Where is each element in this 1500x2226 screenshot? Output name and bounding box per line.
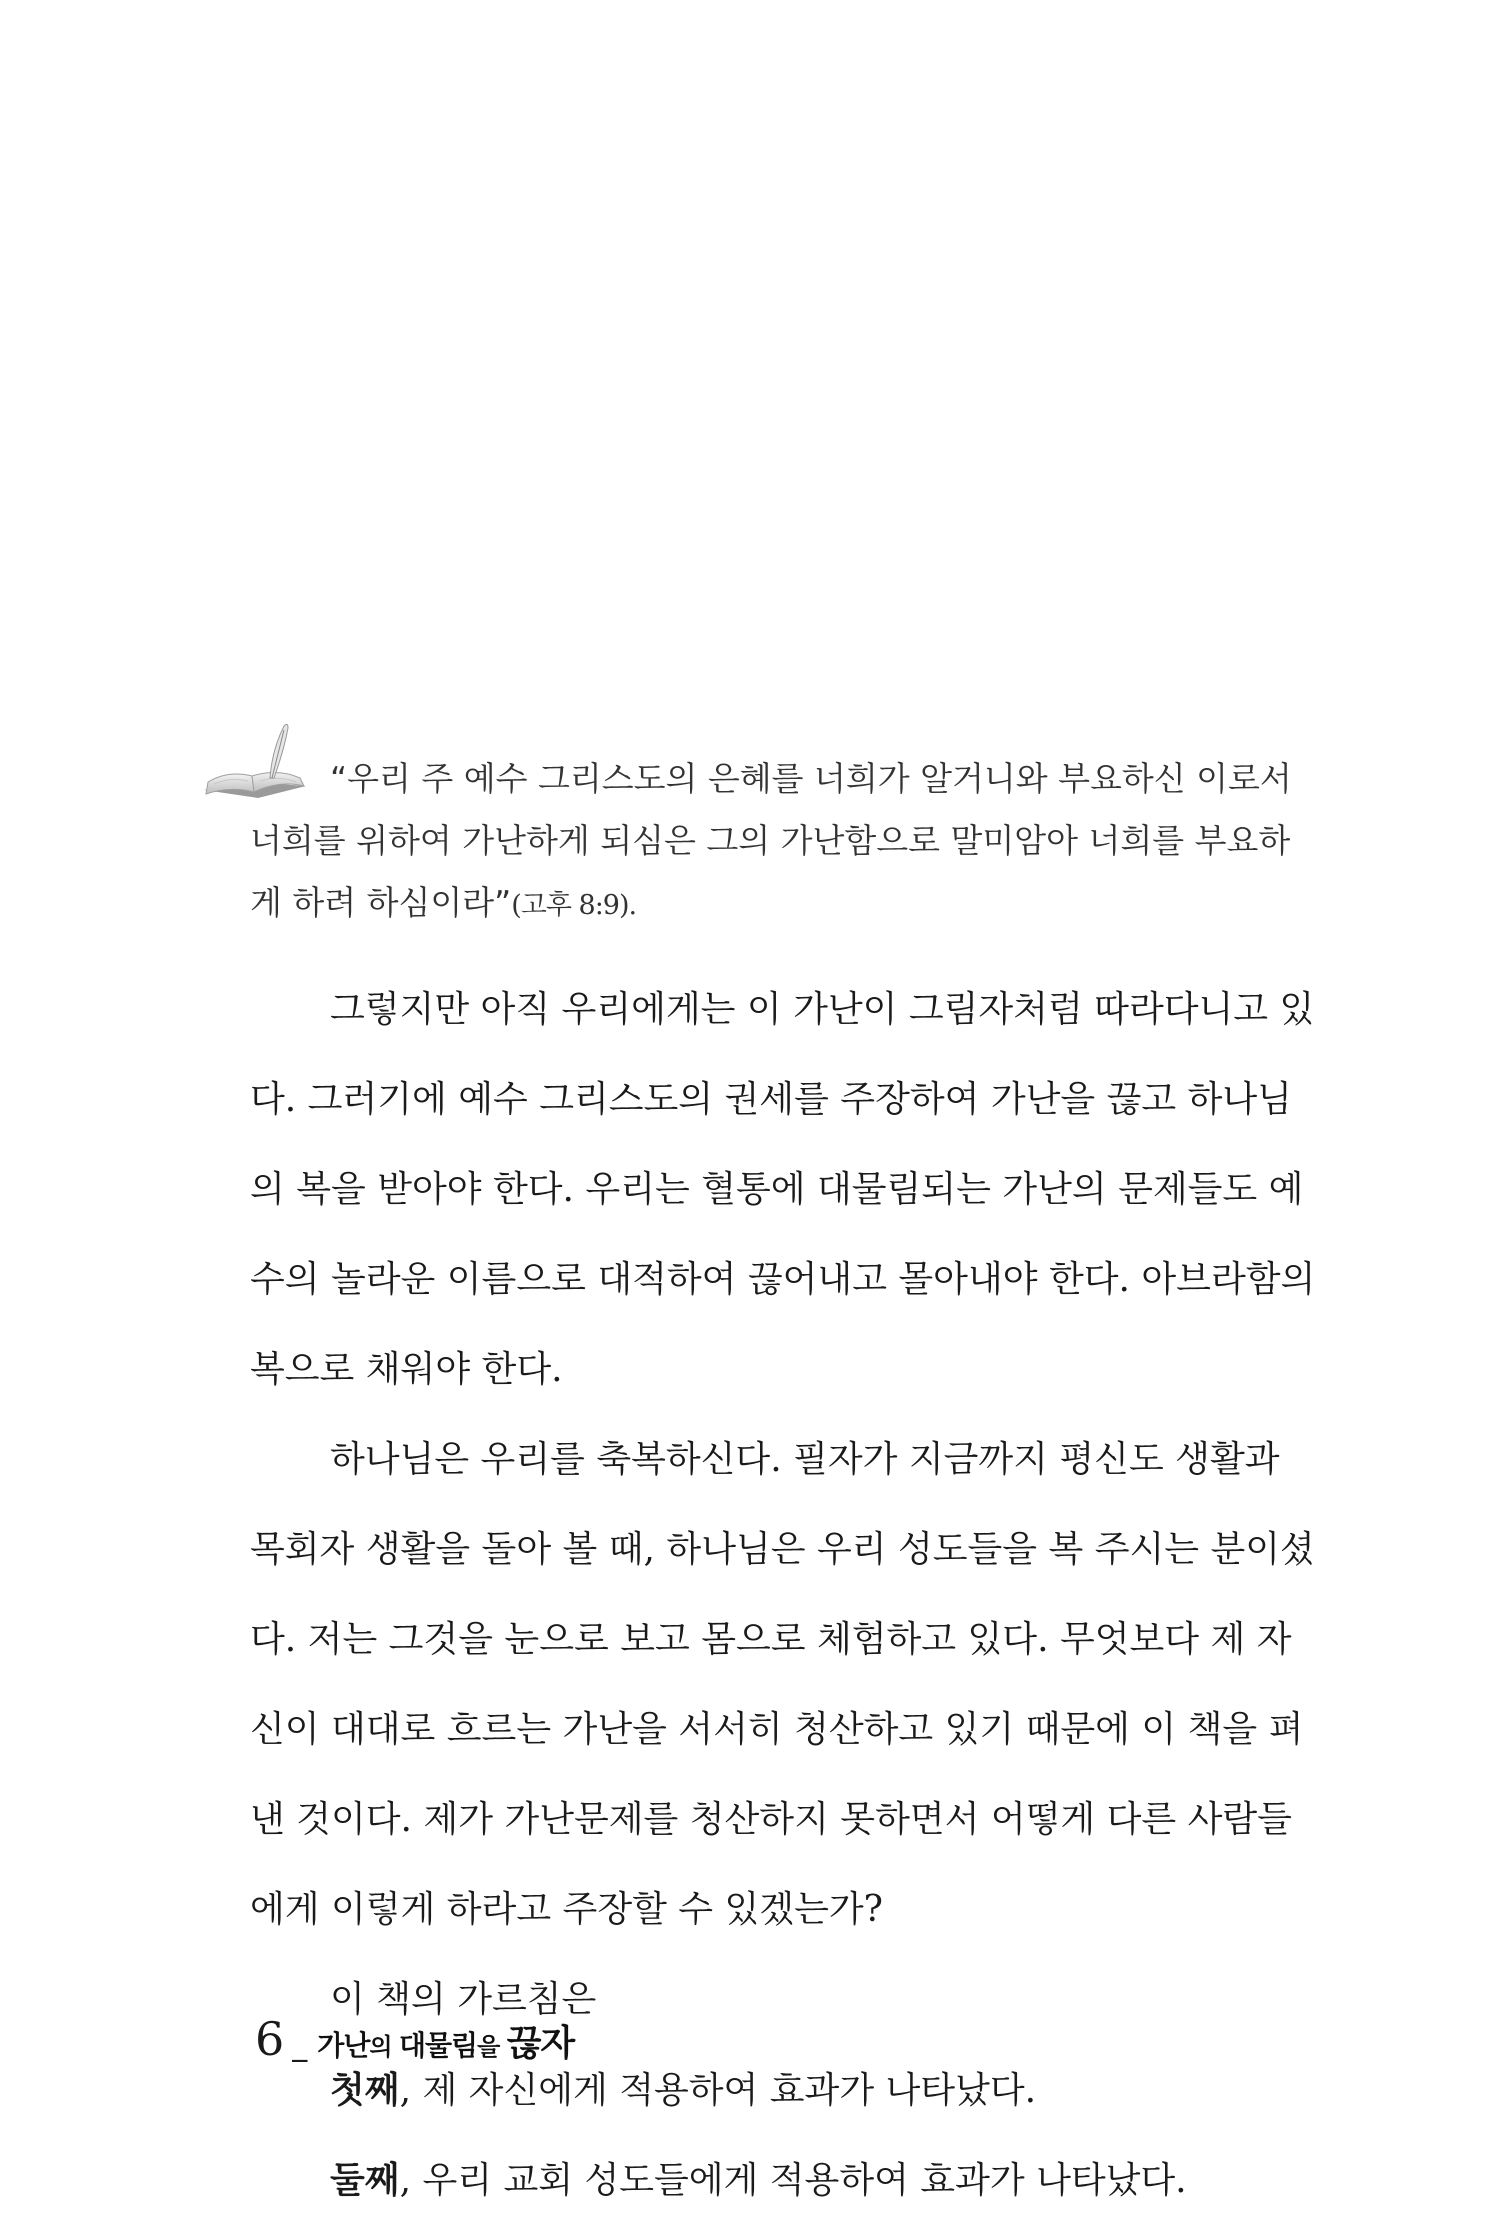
- quote-line-text: 게 하려 하심이라”: [250, 883, 512, 922]
- footer-separator: _: [292, 2028, 308, 2063]
- paragraph-line: 에게 이렇게 하라고 주장할 수 있겠는가?: [250, 1889, 883, 1930]
- scripture-quote: [250, 748, 1292, 934]
- paragraph-line: 복으로 채워야 한다.: [250, 1349, 563, 1390]
- paragraph-line: 이 책의 가르침은: [330, 1979, 597, 2020]
- paragraph-line: 하나님은 우리를 축복하신다. 필자가 지금까지 평신도 생활과: [330, 1439, 1280, 1480]
- book-title-part: 가난: [317, 2029, 370, 2062]
- book-title-part: 대물림: [398, 2029, 478, 2062]
- paragraph-line: 다. 저는 그것을 눈으로 보고 몸으로 체험하고 있다. 무엇보다 제 자: [250, 1619, 1292, 1660]
- book-title-part: 끊자: [506, 2023, 575, 2064]
- paragraph-line: 낸 것이다. 제가 가난문제를 청산하지 못하면서 어떻게 다른 사람들: [250, 1799, 1292, 1840]
- paragraph-line: 의 복을 받아야 한다. 우리는 혈통에 대물림되는 가난의 문제들도 예: [250, 1169, 1304, 1210]
- quote-reference: (고후 8:9).: [511, 890, 637, 921]
- quote-line: “우리 주 예수 그리스도의 은혜를 너희가 알거니와 부요하신 이로서: [330, 759, 1292, 798]
- book-title-part: 을: [477, 2033, 507, 2061]
- paragraph-line: 수의 놀라운 이름으로 대적하여 끊어내고 몰아내야 한다. 아브라함의: [250, 1259, 1316, 1300]
- book-title: [317, 2015, 574, 2066]
- page-number: 6: [255, 2012, 285, 2066]
- paragraph-line: 목회자 생활을 돌아 볼 때, 하나님은 우리 성도들을 복 주시는 분이셨: [250, 1529, 1315, 1570]
- list-item-text: , 제 자신에게 적용하여 효과가 나타났다.: [399, 2070, 1037, 2111]
- paragraph-line: 신이 대대로 흐르는 가난을 서서히 청산하고 있기 때문에 이 책을 펴: [250, 1709, 1304, 1750]
- list-item-text: , 우리 교회 성도들에게 적용하여 효과가 나타났다.: [399, 2160, 1187, 2201]
- book-title-part: 의: [369, 2033, 399, 2061]
- page-footer: [255, 2012, 574, 2072]
- list-item: [250, 2135, 1260, 2225]
- quote-line: 너희를 위하여 가난하게 되심은 그의 가난함으로 말미암아 너희를 부요하: [250, 821, 1291, 860]
- list-item-lead: 첫째: [330, 2069, 400, 2111]
- list-item-lead: 둘째: [330, 2159, 400, 2201]
- paragraph-line: 다. 그러기에 예수 그리스도의 권세를 주장하여 가난을 끊고 하나님: [250, 1079, 1292, 1120]
- quote-line: [250, 872, 1260, 934]
- paragraph-line: 그렇지만 아직 우리에게는 이 가난이 그림자처럼 따라다니고 있: [330, 989, 1315, 1030]
